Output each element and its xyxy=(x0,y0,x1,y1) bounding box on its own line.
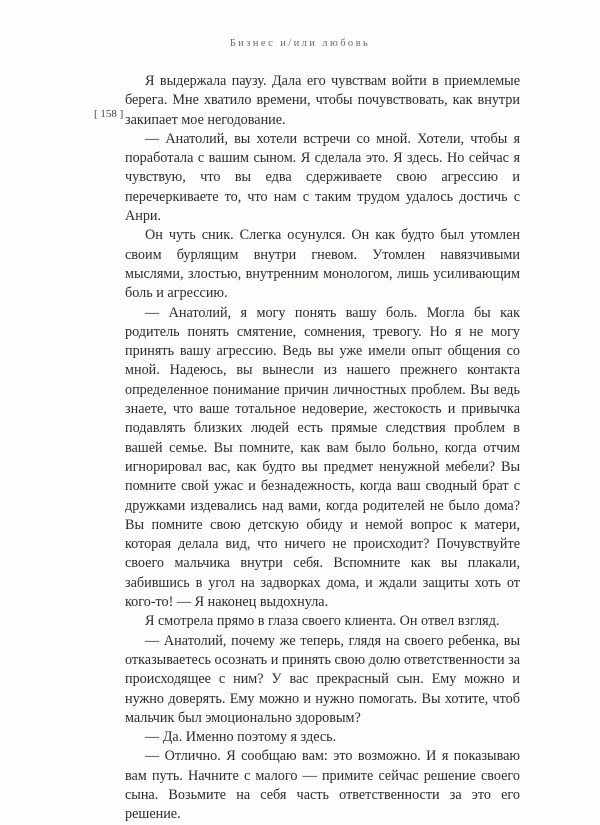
paragraph: Он чуть сник. Слегка осунулся. Он как будто был утомлен своим бурлящим внутри гневом. Утомлен навязчивыми мыслями, злостью, внутренним монологом, лишь усиливающим боль и агрессию. xyxy=(125,227,520,302)
paragraph: — Да. Именно поэтому я здесь. xyxy=(145,729,337,746)
page-number: [ 158 ] xyxy=(94,108,124,120)
paragraph: — Отлично. Я сообщаю вам: это возможно. И я показываю вам путь. Начните с малого — примите сейчас решение своего сына. Возьмите на себя часть ответственности за это его решение. xyxy=(125,748,520,823)
paragraph: — Анатолий, я могу понять вашу боль. Могла бы как родитель понять смятение, сомнения, тревогу. Но я не могу принять вашу агрессию. Ведь вы уже имели опыт общения со мной. Надеюсь, вы вынесли из нашего прежнего контакта определенное понимание причин личностных проблем. Вы ведь знаете, что ваше тотальное недоверие, жестокость и привычка подавлять близких людей есть прямые следствия проблем в вашей семье. Вы помните, как вам было больно, когда отчим игнорировал вас, как будто вы предмет ненужной мебели? Вы помните свой ужас и безнадежность, когда ваш сводный брат с дружками издевались над вами, когда родителей не было дома? Вы помните свою детскую обиду и немой вопрос к матери, которая делала вид, что ничего не происходит? Почувствуйте своего мальчика внутри себя. Вспомните как вы плакали, забившись в угол на задворках дома, и ждали защиты хоть от кого-то! — Я наконец выдохнула. xyxy=(125,304,520,611)
running-head: Бизнес и/или любовь xyxy=(229,38,371,49)
paragraph: — Анатолий, вы хотели встречи со мной. Хотели, чтобы я поработала с вашим сыном. Я сделала это. Я здесь. Но сейчас я чувствую, что вы едва сдерживаете свою агрессию и перечеркиваете то, что нам с таким трудом удалось достичь с Анри. xyxy=(125,130,520,225)
paragraph: Я выдержала паузу. Дала его чувствам войти в приемлемые берега. Мне хватило времени, чтобы почувствовать, как внутри закипает мое негодование. xyxy=(125,73,520,128)
body-text xyxy=(125,72,520,825)
paragraph: — Анатолий, почему же теперь, глядя на своего ребенка, вы отказываетесь осознать и принять свою долю ответственности за происходящее с ним? У вас прекрасный сын. Ему можно и нужно доверять. Ему можно и нужно помогать. Вы хотите, чтоб мальчик был эмоционально здоровым? xyxy=(125,632,520,726)
paragraph: Я смотрела прямо в глаза своего клиента. Он отвел взгляд. xyxy=(145,613,500,630)
